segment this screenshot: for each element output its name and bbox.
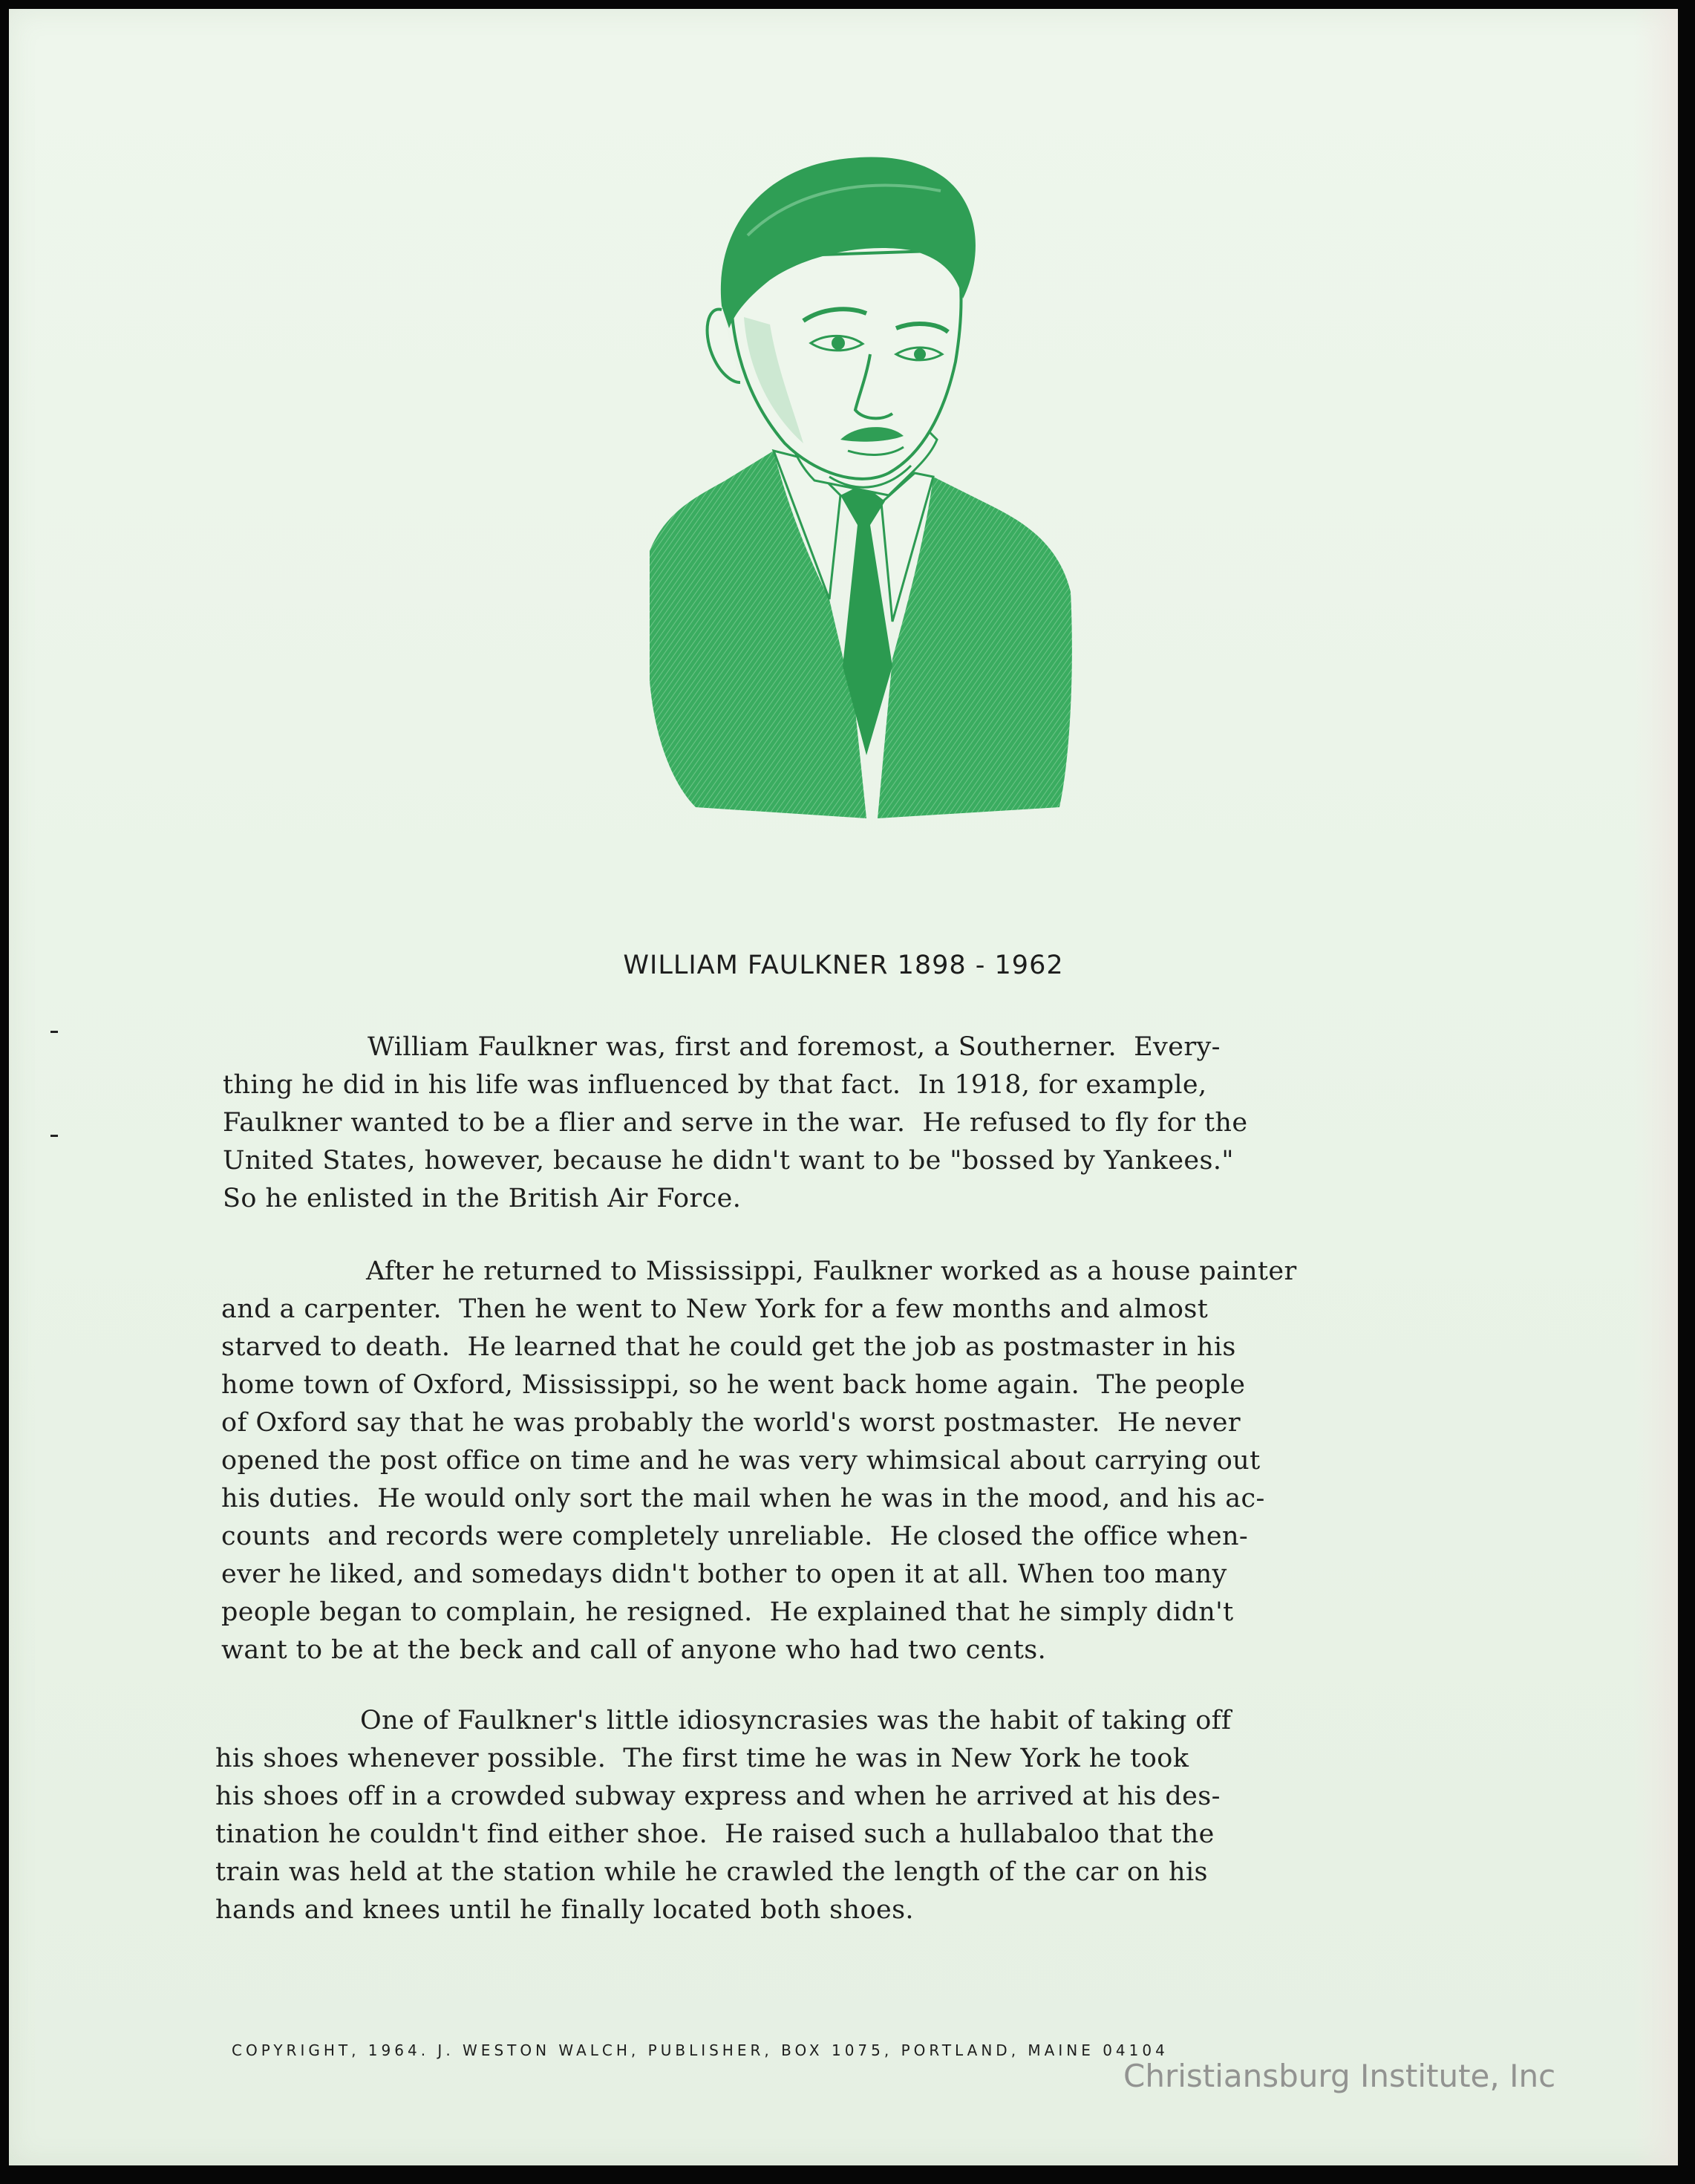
watermark-text: Christiansburg Institute, Inc	[1123, 2058, 1556, 2094]
text-line: his shoes off in a crowded subway express and when he arrived at his des-	[215, 1782, 1221, 1811]
text-line: counts and records were completely unreliable. He closed the office when-	[221, 1522, 1249, 1551]
text-line: home town of Oxford, Mississippi, so he went back home again. The people	[221, 1370, 1246, 1400]
text-line: starved to death. He learned that he could get the job as postmaster in his	[221, 1332, 1236, 1362]
text-line: and a carpenter. Then he went to New York for a few months and almost	[221, 1294, 1209, 1324]
margin-mark	[50, 1031, 58, 1033]
paragraph-2	[221, 1253, 1297, 1669]
text-line: So he enlisted in the British Air Force.	[223, 1184, 742, 1213]
text-line: hands and knees until he finally located both shoes.	[215, 1895, 914, 1925]
text-line: of Oxford say that he was probably the world's worst postmaster. He never	[221, 1408, 1241, 1438]
page-title: WILLIAM FAULKNER 1898 - 1962	[623, 951, 1064, 980]
text-line: train was held at the station while he crawled the length of the car on his	[215, 1857, 1208, 1887]
text-line: want to be at the beck and call of anyone who had two cents.	[221, 1635, 1047, 1665]
text-line: One of Faulkner's little idiosyncrasies was the habit of taking off	[360, 1706, 1232, 1735]
text-line: people began to complain, he resigned. He explained that he simply didn't	[221, 1597, 1234, 1627]
text-line: After he returned to Mississippi, Faulkner worked as a house painter	[366, 1256, 1297, 1286]
text-line: his duties. He would only sort the mail when he was in the mood, and his ac-	[221, 1484, 1265, 1513]
document-page	[9, 9, 1678, 2165]
margin-mark	[50, 1135, 58, 1137]
copyright-notice: COPYRIGHT, 1964. J. WESTON WALCH, PUBLISHER, BOX 1075, PORTLAND, MAINE 04104	[232, 2041, 1169, 2059]
paper-edge	[1633, 9, 1678, 2165]
text-line: his shoes whenever possible. The first time he was in New York he took	[215, 1744, 1189, 1773]
paragraph-1	[223, 1029, 1247, 1218]
text-line: tination he couldn't find either shoe. He raised such a hullabaloo that the	[215, 1819, 1215, 1849]
portrait-drawing-icon	[644, 146, 1074, 818]
text-line: opened the post office on time and he was very whimsical about carrying out	[221, 1446, 1261, 1476]
text-line: ever he liked, and somedays didn't bother to open it at all. When too many	[221, 1559, 1227, 1589]
text-line: Faulkner wanted to be a flier and serve in the war. He refused to fly for the	[223, 1108, 1248, 1138]
paragraph-3	[215, 1702, 1231, 1929]
text-line: thing he did in his life was influenced by that fact. In 1918, for example,	[223, 1070, 1207, 1100]
text-line: William Faulkner was, first and foremost, a Southerner. Every-	[368, 1032, 1221, 1062]
text-line: United States, however, because he didn't want to be "bossed by Yankees."	[223, 1146, 1234, 1176]
